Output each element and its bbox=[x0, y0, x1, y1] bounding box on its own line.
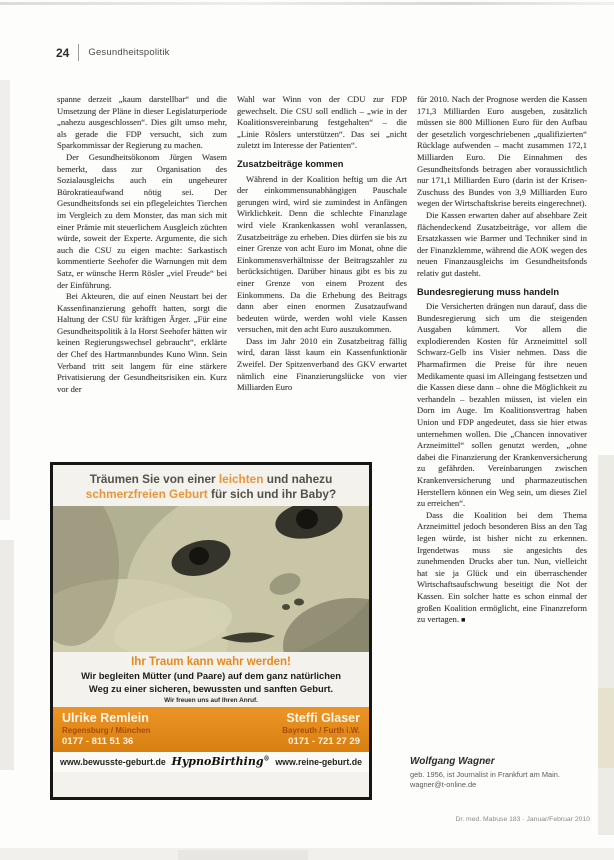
subheading-zusatzbeitraege: Zusatzbeiträge kommen bbox=[237, 158, 344, 169]
url-right: www.reine-geburt.de bbox=[275, 756, 362, 767]
page-header bbox=[56, 44, 170, 61]
paragraph: Die Versicherten drängen nun darauf, dass die Bundesregierung sich um die steigenden Ausgaben kümmert. Vor allem die explodierenden Kosten für Arzneimittel soll Schwarz-Gelb ins Visier nehmen. Dass die Pharmafirmen die Preise für ihre neuen Medikamente quasi im Alleingang festsetzen und die Kassen diese dann – ohne die Möglichkeit zu verhandeln – bezahlen müssen, ist vielen ein Dorn im Auge. Im Koalitionsvertrag haben Union und FDP angedeutet, dass sie hier etwas unternehmen wollen. Die „Chancen innovativer Arzneimittel“ sollen genutzt werden, „ohne dabei die Finanzierung der Krankenversicherung zu gefährden. Vereinbarungen zwischen Krankenversicherung und pharmazeutischen Herstellern können ein Weg sein, um dieses Ziel zu erreichen“. bbox=[417, 301, 587, 509]
ad-body-line: Weg zu einer sicheren, bewussten und sanften Geburt. bbox=[88, 682, 334, 694]
article-column-2 bbox=[237, 94, 407, 458]
contact-name: Ulrike Remlein bbox=[62, 711, 149, 725]
paragraph bbox=[417, 510, 587, 627]
paragraph: für 2010. Nach der Prognose werden die Kassen 171,3 Milliarden Euro ausgeben, zusätzlich müssen sie 800 Millionen Euro für den Aufbau der gesetzlich vorgeschriebenen „qualifizierten“ Rücklage aufwenden – macht zusammen 172,1 Milliarden Euro. Die Einnahmen des Gesundheitsfonds betragen aber voraussichtlich nur 171,1 Milliarden Euro (darin ist der Krisen-Zuschuss des Bundes von 3,9 Milliarden Euro wegen der Wirtschaftskrise bereits eingerechnet). bbox=[417, 94, 587, 209]
ad-headline-highlight: leichten bbox=[218, 472, 264, 486]
author-bio: geb. 1956, ist Journalist in Frankfurt am Main. bbox=[410, 770, 560, 779]
scan-edge-line bbox=[0, 2, 614, 5]
ad-body-line: Wir begleiten Mütter (und Paare) auf dem ganz natürlichen bbox=[81, 670, 341, 681]
ad-slogan: Ihr Traum kann wahr werden! bbox=[131, 656, 291, 668]
subheading-bundesregierung: Bundesregierung muss handeln bbox=[417, 286, 560, 297]
paragraph: Die Kassen erwarten daher auf absehbare Zeit flächendeckend Zusatzbeiträge, vor allem die Ersatzkassen wie Barmer und Techniker sind in der Finanzklemme, während die AOK wegen des neuen Finanzausgleichs im Gesundheitsfonds relativ gut dasteht. bbox=[417, 209, 587, 278]
paragraph: Wahl war Winn von der CDU zur FDP gewechselt. Die CSU soll endlich – „wie in der Koalitionsvereinbarung festgehalten“ – die „Linie Röslers unterstützen“. Das sei „nicht zuletzt im Interesse der Patienten“. bbox=[237, 94, 407, 151]
scan-artifact bbox=[0, 80, 10, 520]
paragraph-text: Dass die Koalition bei dem Thema Arzneimittel jedoch besonderen Biss an den Tag legen würde, ist bisher nicht zu erkennen. Irgendetwas muss sie angesichts des zunehmenden Drucks aber tun. Nun, vielleicht hat sie ja Glück und ein überraschender Wirtschaftsaufschwung beseitigt die Not der Kassen. Ein solcher hatte es schon einmal der großen Koalition ermöglicht, eine Finanzreform zu vertagen. bbox=[417, 509, 587, 625]
ad-headline-part: für sich und ihr Baby? bbox=[207, 487, 337, 501]
contact-left bbox=[62, 711, 150, 747]
scan-artifact bbox=[598, 455, 614, 835]
page-number: 24 bbox=[56, 45, 70, 60]
contact-phone: 0177 - 811 51 36 bbox=[62, 736, 134, 747]
article-column-3 bbox=[417, 94, 587, 756]
scan-artifact bbox=[0, 540, 14, 770]
paragraph: Während in der Koalition heftig um die Art der einkommensunabhängigen Pauschale gerungen wird, wird sie zumindest in Anfängen Wirklichkeit. Denn die schlechte Finanzlage wird viele Krankenkassen wohl veranlassen, Zusatzbeiträge zu erheben. Dies dürfen sie bis zu einer Grenze von acht Euro im Monat, ohne die Einkommensverhältnisse der Beitragszahler zu berücksichtigen. Darüber hinaus gibt es bis zu einer Grenze von einem Prozent des Einkommens. Da die Erhebung des Beitrags dann aber einen enormen Zusatzaufwand bedeuten würde, werden wohl viele Kassen versuchen, mit den acht Euro auszukommen. bbox=[237, 173, 407, 335]
article-column-1 bbox=[57, 94, 227, 458]
url-left: www.bewusste-geburt.de bbox=[60, 756, 166, 767]
ad-headline-part: Träumen Sie von einer bbox=[89, 472, 219, 486]
author-email: wagner@t-online.de bbox=[410, 779, 477, 789]
ad-headline-part: und nahezu bbox=[263, 472, 333, 486]
author-name: Wolfgang Wagner bbox=[410, 756, 495, 767]
brand-text: HypnoBirthing bbox=[171, 755, 264, 768]
journal-footer: Dr. med. Mabuse 183 · Januar/Februar 2010 bbox=[455, 816, 590, 823]
scan-artifact bbox=[598, 688, 614, 768]
paragraph: Dass im Jahr 2010 ein Zusatzbeitrag fällig wird, daran lässt kaum ein Kassenfunktionär Zweifel. Der Spitzenverband des GKV erwartet nämlich eine Finanzierungslücke von vier Milliarden Euro bbox=[237, 335, 407, 393]
baby-photo bbox=[53, 506, 369, 652]
paragraph: Der Gesundheitsökonom Jürgen Wasem bemerkt, dass zur Organisation des Sozialausgleichs auch ein ungeheurer Bürokratieaufwand nötig sei. Der Gesundheitsfonds sei ein pflegeleichtes Tierchen im Vergleich zu dem Monster, das man sich mit einer Prämie mit steuerlichem Ausgleich züchten würde, soweit der Experte. Argumente, die sich auch die CSU zu eigen machte: Sarkastisch kommentierte Seehofer die Warnungen mit dem Satz, er wünsche Herrn Rösler „viel Freude“ bei der Einführung. bbox=[57, 151, 227, 290]
contact-city: Bayreuth / Furth i.W. bbox=[282, 726, 360, 735]
paragraph: spanne derzeit „kaum darstellbar“ und die Umsetzung der Pläne in dieser Legislaturperiode „nahezu ausgeschlossen“. Dies gilt umso mehr, als gerade die FDP versucht, sich zum Sparkommissar der Regierung zu machen. bbox=[57, 94, 227, 151]
hypnobirthing-logo bbox=[172, 755, 270, 768]
section-title: Gesundheitspolitik bbox=[88, 47, 170, 58]
ad-headline bbox=[53, 465, 369, 506]
contact-phone: 0171 - 721 27 29 bbox=[288, 736, 360, 747]
ad-body-text bbox=[53, 670, 369, 695]
ad-contact-banner bbox=[53, 707, 369, 752]
end-of-article-mark: ■ bbox=[461, 616, 466, 625]
ad-call-to-action: Wir freuen uns auf Ihren Anruf. bbox=[164, 697, 258, 704]
registered-mark: ® bbox=[263, 755, 270, 763]
header-divider bbox=[78, 44, 79, 61]
author-block bbox=[410, 756, 596, 789]
ad-headline-highlight: schmerzfreien Geburt bbox=[85, 487, 208, 501]
contact-name: Steffi Glaser bbox=[286, 711, 360, 725]
scan-artifact bbox=[178, 850, 308, 860]
ad-url-strip bbox=[53, 752, 369, 772]
paragraph: Bei Akteuren, die auf einen Neustart bei der Kassenfinanzierung gehofft hatten, sorgt die Haltung der CSU für kräftigen Ärger. „Für eine Gesundheitspolitik à la Horst Seehofer hätten wir keinen Regierungswechsel gebraucht“, erklärte der Chef des Hartmannbundes Kuno Winn. Sein Verband tritt seit langem für eine stärkere Privatisierung der Gesundheitsrisiken ein. Kurz vor der bbox=[57, 291, 227, 394]
contact-city: Regensburg / München bbox=[62, 726, 151, 735]
advertisement-box bbox=[50, 462, 372, 800]
contact-right bbox=[282, 711, 360, 747]
